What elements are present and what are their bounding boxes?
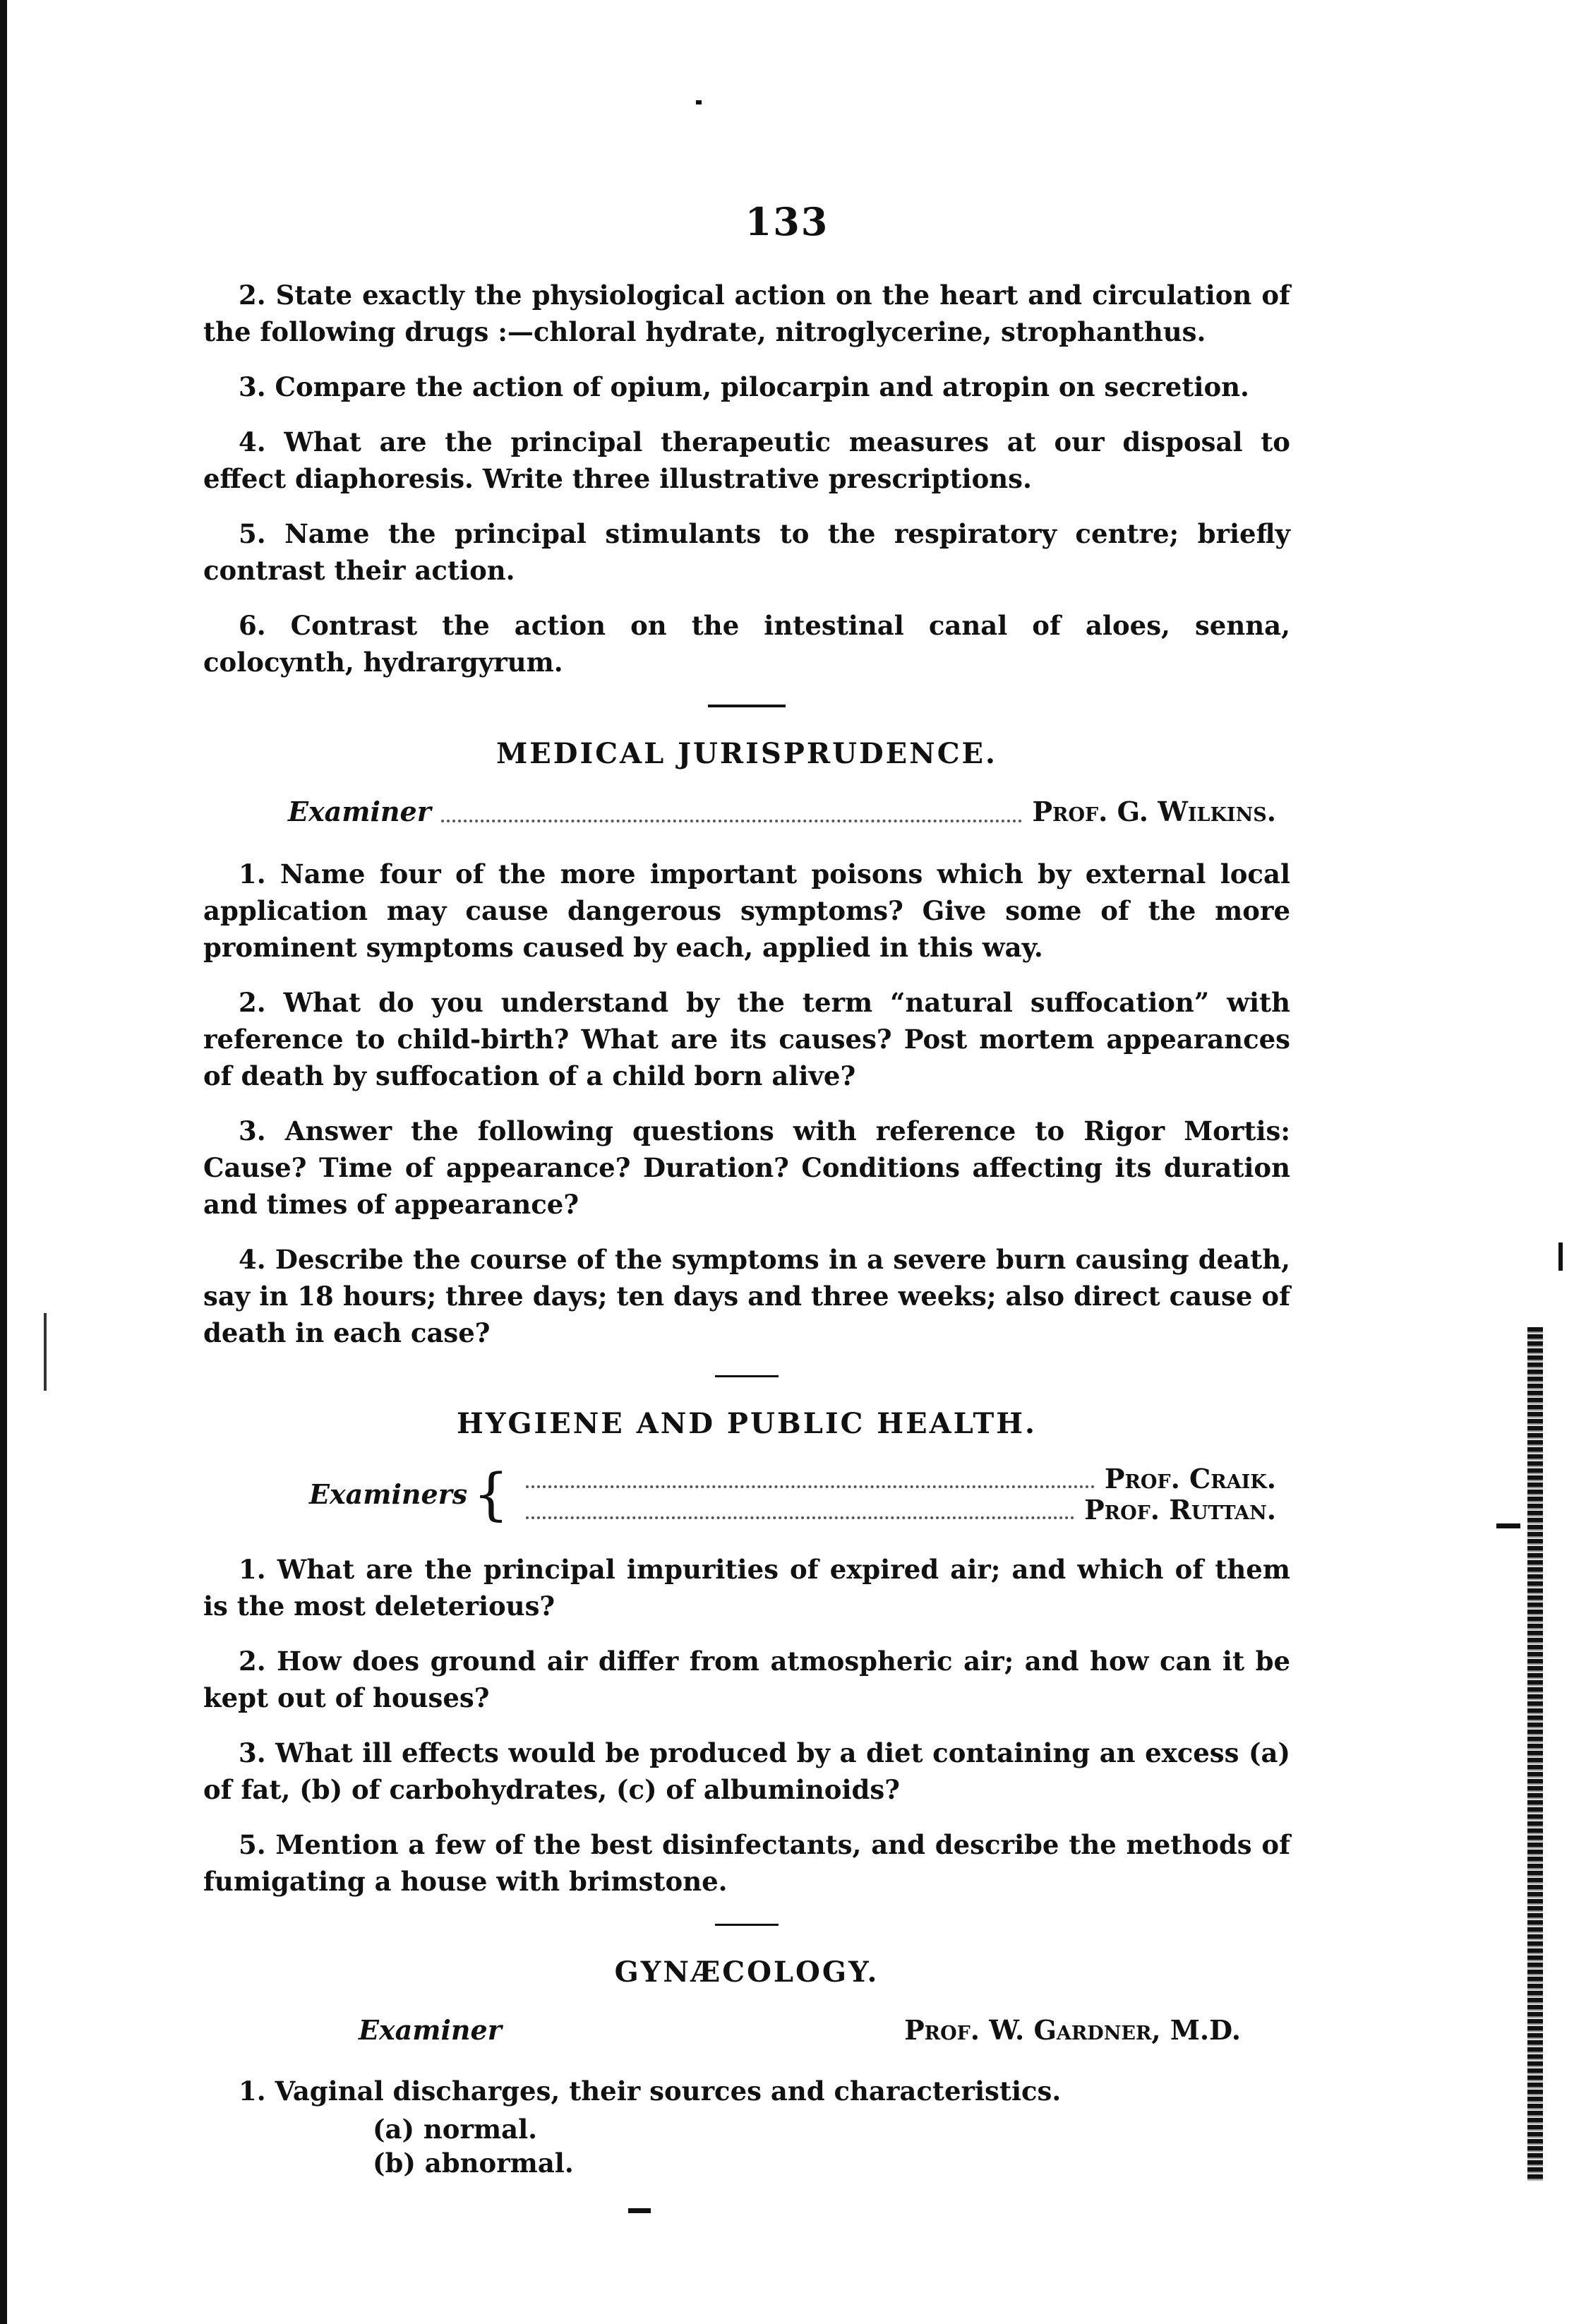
examiner-line [516, 1495, 1276, 1526]
examiner-name: Prof. Ruttan. [1084, 1494, 1276, 1526]
section-divider [715, 1375, 779, 1377]
leader-dots [526, 1470, 1095, 1488]
brace-icon: { [473, 1461, 510, 1527]
jurisprudence-question-2: 2. What do you understand by the term “natural suffocation” with reference to child-birth? What are its causes? Post mortem appearances of death by suffocation of a child born alive? [203, 987, 1290, 1091]
gynaecology-question-1: 1. Vaginal discharges, their sources and characteristics. [239, 2076, 1062, 2107]
examiner-label: Examiner [359, 2014, 502, 2046]
hygiene-title: HYGIENE AND PUBLIC HEALTH. [457, 1407, 1037, 1440]
jurisprudence-question-3: 3. Answer the following questions with reference to Rigor Mortis: Cause? Time of appearance? Duration? Conditions affecting its duration and times of appearance? [203, 1115, 1290, 1220]
examiner-name: Prof. W. Gardner, M.D. [904, 2014, 1241, 2046]
examiner-label: Examiner [288, 796, 431, 827]
scan-speck [1496, 1523, 1520, 1528]
gynaecology-examiner-row [359, 2012, 1241, 2049]
hygiene-question-1: 1. What are the principal impurities of expired air; and which of them is the most deleterious? [203, 1554, 1290, 1622]
pharmacology-question-5: 5. Name the principal stimulants to the respiratory centre; briefly contrast their action. [203, 518, 1290, 586]
scan-edge-mark [44, 1313, 47, 1391]
gynaecology-title: GYNÆCOLOGY. [614, 1955, 879, 1989]
page-content [203, 277, 1290, 2180]
hygiene-examiners-block [309, 1463, 1276, 1526]
page-number: 133 [745, 199, 829, 244]
leader-dots [526, 1501, 1074, 1519]
sub-item-abnormal: (b) abnormal. [373, 2148, 574, 2179]
pharmacology-question-6: 6. Contrast the action on the intestinal canal of aloes, senna, colocynth, hydrargyrum. [203, 610, 1290, 678]
scan-edge-left [0, 0, 7, 2324]
jurisprudence-question-4: 4. Describe the course of the symptoms in a severe burn causing death, say in 18 hours; three days; ten days and three weeks; also direct cause of death in each case? [203, 1244, 1290, 1348]
section-divider [715, 1924, 779, 1926]
section-divider [708, 705, 786, 707]
pharmacology-question-2: 2. State exactly the physiological action on the heart and circulation of the following drugs :—chloral hydrate, nitroglycerine, strophanthus. [203, 280, 1290, 347]
hygiene-question-3: 3. What ill effects would be produced by a diet containing an excess (a) of fat, (b) of carbohydrates, (c) of albuminoids? [203, 1737, 1290, 1805]
jurisprudence-question-1: 1. Name four of the more important poisons which by external local application may cause dangerous symptoms? Give some of the more prominent symptoms caused by each, applied in this way. [203, 858, 1290, 963]
sub-item-normal: (a) normal. [373, 2114, 538, 2145]
examiners-label: Examiners [309, 1478, 468, 1510]
pharmacology-question-4: 4. What are the principal therapeutic measures at our disposal to effect diaphoresis. Write three illustrative prescriptions. [203, 426, 1290, 494]
jurisprudence-title: MEDICAL JURISPRUDENCE. [496, 737, 997, 770]
examiners-names [516, 1463, 1276, 1526]
pharmacology-question-3: 3. Compare the action of opium, pilocarpin and atropin on secretion. [239, 371, 1249, 402]
scan-edge-right [1527, 1327, 1543, 2181]
scan-speck [628, 2208, 651, 2213]
leader-dots [441, 801, 1023, 822]
hygiene-question-2: 2. How does ground air differ from atmospheric air; and how can it be kept out of houses? [203, 1646, 1290, 1713]
hygiene-question-5: 5. Mention a few of the best disinfectants, and describe the methods of fumigating a house with brimstone. [203, 1829, 1290, 1897]
scan-speck [696, 100, 702, 104]
scan-speck [1558, 1242, 1563, 1271]
examiner-name: Prof. G. Wilkins. [1032, 796, 1276, 827]
examiner-name: Prof. Craik. [1104, 1463, 1276, 1495]
jurisprudence-examiner-row [288, 793, 1276, 830]
examiner-line [516, 1463, 1276, 1495]
